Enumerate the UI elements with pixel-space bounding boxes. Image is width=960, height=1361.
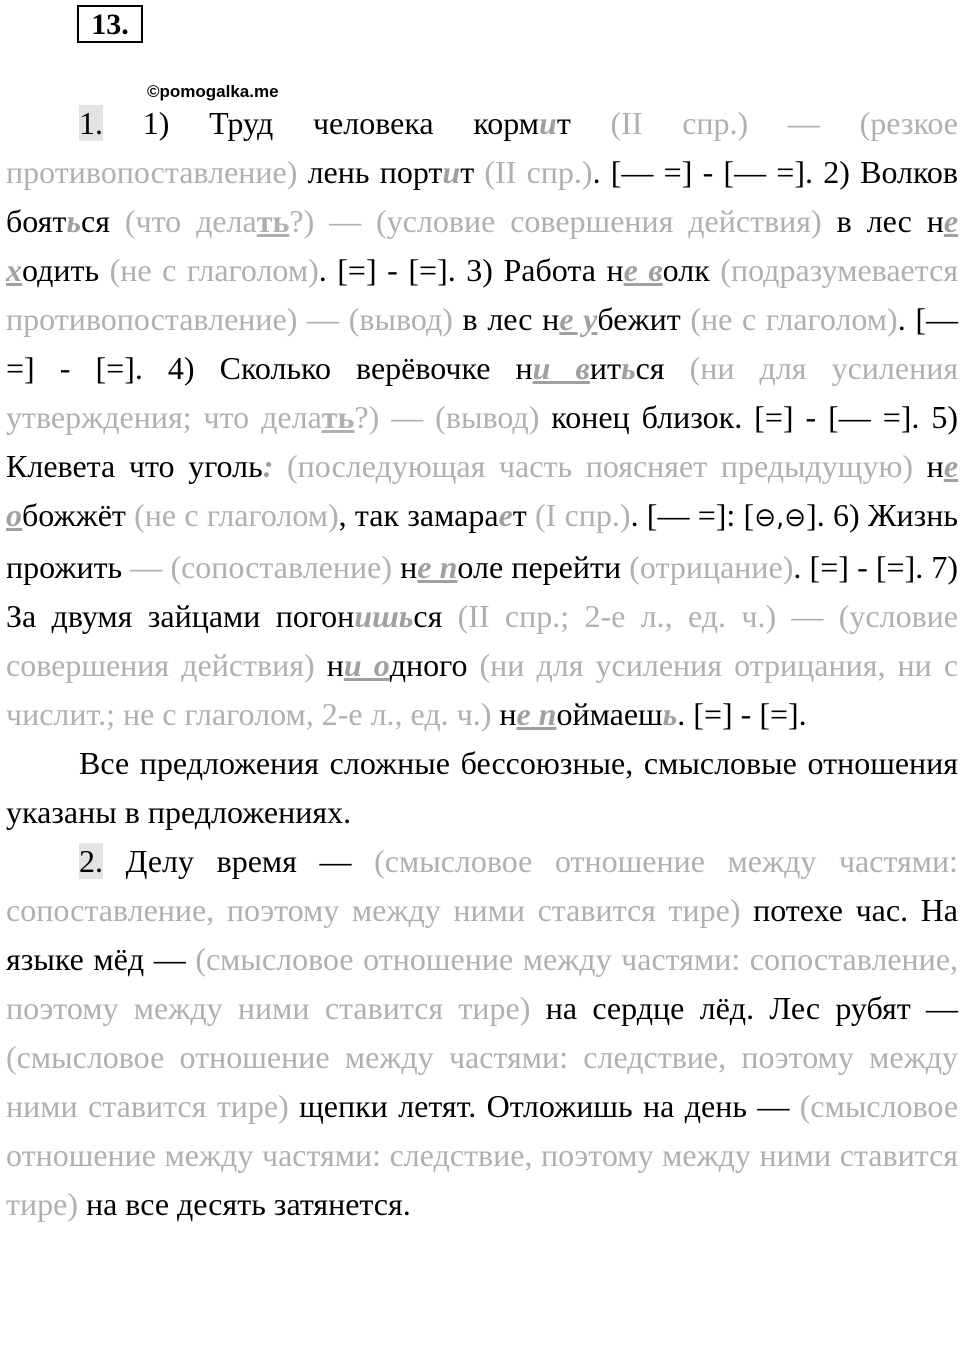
s5-note-2: (не с глаголом) xyxy=(134,497,339,533)
s5-text-a: 5) Клевета что уголь xyxy=(6,399,959,484)
part-2-number: 2. xyxy=(79,843,103,879)
s5-text-f: т xyxy=(512,497,536,533)
s2-text-c: в лес н xyxy=(821,203,944,239)
s5-note-1: (последующая часть поясняет предыдущую) xyxy=(273,448,914,484)
p2-text-b: потехе час. На языке мёд — xyxy=(6,892,959,977)
s7-ending-1: ишь xyxy=(354,598,414,634)
p2-text-d: щепки летят. Отложишь на день — xyxy=(288,1088,800,1124)
s3-highlight-1: е в xyxy=(623,252,663,288)
s7-scheme: . [=] - [=]. xyxy=(677,696,807,732)
s7-text-f: н xyxy=(491,696,517,732)
s2-note-2: (не с глаголом) xyxy=(109,252,319,288)
s6-text-a: 6) Жизнь прожить xyxy=(6,497,959,585)
s4-note-1b: ть xyxy=(321,399,355,435)
s3-text-b: олк xyxy=(662,252,721,288)
s6-note-2: (отрицание) xyxy=(629,549,794,585)
conclusion: Все предложения сложные бессоюзные, смысловые отношения указаны в предложениях. xyxy=(6,745,958,830)
s1-text-a: 1) Труд человека корм xyxy=(103,105,540,141)
s2-ending-1: ь xyxy=(66,203,81,239)
s2-note-1a: (что дела xyxy=(124,203,257,239)
s6-text-c: оле перейти xyxy=(457,549,630,585)
s5-scheme-2: ]. xyxy=(806,497,825,533)
s4-scheme: . [=] - [— =]. xyxy=(734,399,920,435)
part-1-number: 1. xyxy=(79,105,103,141)
s7-highlight-1: и о xyxy=(343,647,390,683)
s4-text-d: конец близок xyxy=(539,399,735,435)
part-1 xyxy=(6,99,958,739)
s2-text-a: 2) Волков боят xyxy=(6,154,959,239)
answer-text xyxy=(6,99,958,1229)
s2-note-1c: ?) — (условие совершения действия) xyxy=(289,203,822,239)
s3-text-c: в лес н xyxy=(452,301,560,337)
p2-text-a: Делу время — xyxy=(103,843,375,879)
s6-text-b: н xyxy=(391,549,418,585)
s2-note-1b: ть xyxy=(256,203,290,239)
s3-note-2: (не с глаголом) xyxy=(690,301,898,337)
p2-note-3: (смысловое отношение между частями: следствие, поэтому между ними ставится тире) xyxy=(6,1039,958,1124)
s1-text-b: т xyxy=(556,105,611,141)
s4-note-1a: (ни для усиления утверждения; что дела xyxy=(6,350,959,435)
p2-text-e: на все десять затянется. xyxy=(77,1186,411,1222)
s5-note-3: (I спр.) xyxy=(535,497,631,533)
s1-note-2: (II спр.) xyxy=(484,154,593,190)
s3-note-1: (подразумевается противопоставление) — (вывод) xyxy=(6,252,959,337)
s6-scheme: . [=] - [=]. xyxy=(793,549,924,585)
s7-text-a: 7) За двумя зайцами погон xyxy=(6,549,959,634)
task-number: 13. xyxy=(77,5,143,43)
s4-text-c: ся xyxy=(635,350,690,386)
part-2 xyxy=(6,837,958,1229)
p2-note-1: (смысловое отношение между частями: сопоставление, поэтому между ними ставится тире) xyxy=(6,843,959,928)
s5-colon: : xyxy=(262,448,274,484)
s5-text-b: н xyxy=(913,448,944,484)
s1-scheme: . [— =] - [— =]. xyxy=(592,154,814,190)
s4-highlight-1: и в xyxy=(532,350,590,386)
s4-text-b: ит xyxy=(589,350,621,386)
s4-ending-1: ь xyxy=(620,350,636,386)
s7-text-c: н xyxy=(314,647,344,683)
s2-text-b: ся xyxy=(81,203,125,239)
s6-highlight-1: е п xyxy=(417,549,458,585)
s6-note-1: — (сопоставление) xyxy=(130,549,392,585)
s5-text-c: божжёт xyxy=(22,497,135,533)
s7-ending-2: ь xyxy=(662,696,678,732)
s1-note-1: (II спр.) xyxy=(610,105,788,141)
s1-text-c: лень порт xyxy=(297,154,443,190)
watermark: ©pomogalka.me xyxy=(147,82,279,101)
s7-note-1: (II спр.; 2-е л., ед. ч.) — (условие совершения действия) xyxy=(6,598,959,683)
s3-text-d: бежит xyxy=(597,301,691,337)
s4-text-a: 4) Сколько верёвочке н xyxy=(142,350,533,386)
s7-highlight-2: е п xyxy=(516,696,557,732)
s1-ending-1: и xyxy=(539,105,557,141)
s1-text-d: т xyxy=(460,154,485,190)
s5-highlight-1: е о xyxy=(6,448,959,533)
s3-highlight-2: е у xyxy=(559,301,598,337)
s4-note-1c: ?) — (вывод) xyxy=(354,399,540,435)
s1-dash-note: — (резкое противопоставление) xyxy=(6,105,959,190)
s7-text-h: оймаеш xyxy=(556,696,663,732)
p2-note-4: (смысловое отношение между частями: следствие, поэтому между ними ставится тире) xyxy=(6,1088,959,1222)
s3-text-a: 3) Работа н xyxy=(455,252,624,288)
s2-scheme: . [=] - [=]. xyxy=(318,252,456,288)
s5-scheme-1: . [— =]: [ xyxy=(630,497,755,533)
s7-text-d: дного xyxy=(389,647,480,683)
s5-scheme-symbols: ⊖,⊖ xyxy=(754,503,807,533)
p2-note-2: (смысловое отношение между частями: сопоставление, поэтому между ними ставится тире) xyxy=(6,941,959,1026)
s5-text-d: , так замара xyxy=(338,497,499,533)
s7-text-b: ся xyxy=(413,598,458,634)
s5-ending-1: е xyxy=(498,497,513,533)
p2-text-c: на сердце лёд. Лес рубят — xyxy=(530,990,959,1026)
s3-scheme: . [— =] - [=]. xyxy=(6,301,959,386)
s1-ending-2: и xyxy=(442,154,461,190)
s2-text-d: одить xyxy=(22,252,110,288)
s2-highlight-1: е х xyxy=(6,203,959,288)
s7-note-2: (ни для усиления отрицания, ни с числит.; не с глаголом, 2-е л., ед. ч.) xyxy=(6,647,959,732)
